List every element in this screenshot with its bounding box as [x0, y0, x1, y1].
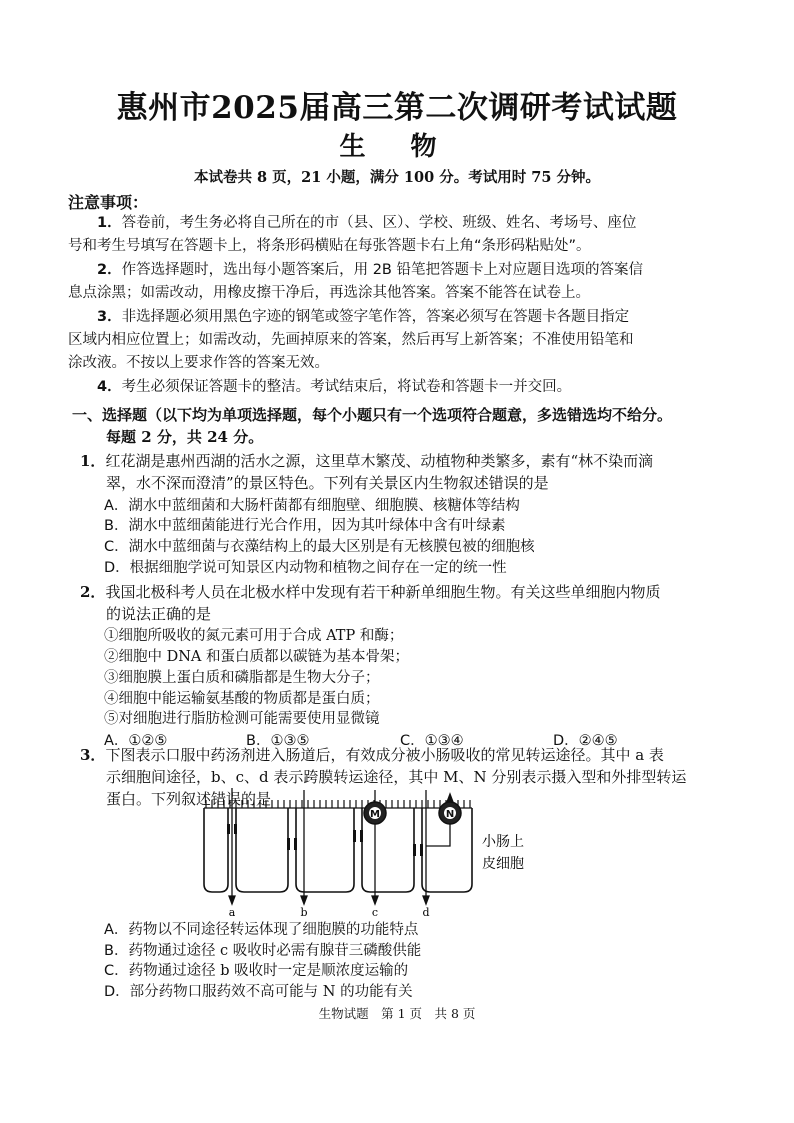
- pathway-d-label: d: [422, 906, 430, 918]
- option-letter: A．: [104, 498, 129, 514]
- question-1: [80, 450, 740, 494]
- svg-text:N: N: [445, 809, 455, 820]
- cell-label: 皮细胞: [482, 856, 524, 872]
- q1-option-c[interactable]: [104, 537, 535, 557]
- notice-text: 考生必须保证答题卡的整洁。考试结束后，将试卷和答题卡一并交回。: [121, 379, 572, 395]
- notice-text: 涂改液。不按以上要求作答的答案无效。: [68, 355, 329, 371]
- q2-statement-1: ①细胞所吸收的氮元素可用于合成 ATP 和酶；: [104, 628, 404, 644]
- epithelial-cells: [204, 808, 472, 892]
- option-letter: A．: [104, 922, 129, 938]
- question-2: [80, 581, 740, 625]
- notice-item-1: [68, 212, 734, 258]
- exam-title: 惠州市2025届高三第二次调研考试试题: [116, 90, 678, 126]
- intestinal-transport-diagram: [200, 786, 560, 918]
- question-stem: 翠，水不深而澄清”的景区特色。下列有关景区内生物叙述错误的是: [106, 474, 549, 492]
- option-letter: B．: [104, 943, 129, 959]
- notice-text: 号和考生号填写在答题卡上，将条形码横贴在每张答题卡右上角“条形码粘贴处”。: [68, 238, 591, 254]
- q1-option-d[interactable]: [104, 558, 507, 578]
- option-letter: C．: [104, 963, 129, 979]
- option-text: ①③④: [424, 733, 464, 749]
- option-letter: D．: [104, 984, 130, 1000]
- q2-statement-3: ③细胞膜上蛋白质和磷脂都是生物大分子；: [104, 670, 380, 686]
- q2-statement-2: ②细胞中 DNA 和蛋白质都以碳链为基本骨架；: [104, 649, 410, 665]
- q2-statement-4: ④细胞中能运输氨基酸的物质都是蛋白质；: [104, 691, 380, 707]
- question-number: 2．: [80, 583, 106, 601]
- option-text: ①③⑤: [270, 733, 310, 749]
- pathway-b-label: b: [300, 906, 308, 918]
- notice-num: 3．: [97, 309, 122, 325]
- page-footer: 生物试题 第 1 页 共 8 页: [318, 1006, 476, 1021]
- option-letter: D．: [553, 733, 579, 749]
- option-text: 根据细胞学说可知景区内动物和植物之间存在一定的统一性: [129, 560, 507, 576]
- section-heading: [72, 404, 742, 448]
- section-line: 每题 2 分，共 24 分。: [106, 428, 264, 446]
- pathway-c-label: c: [371, 906, 379, 918]
- notice-num: 1．: [97, 215, 122, 231]
- notice-text: 答卷前，考生务必将自己所在的市（县、区）、学校、班级、姓名、考场号、座位: [121, 215, 637, 231]
- option-letter: A．: [104, 733, 129, 749]
- option-text: 药物通过途径 c 吸收时必需有腺苷三磷酸供能: [128, 943, 422, 959]
- option-text: 药物通过途径 b 吸收时一定是顺浓度运输的: [128, 963, 409, 979]
- subject-heading: 生 物: [339, 132, 455, 162]
- pathway-a-label: a: [228, 906, 236, 918]
- option-text: ②④⑤: [578, 733, 618, 749]
- option-letter: B．: [104, 518, 129, 534]
- question-stem: 红花湖是惠州西湖的活水之源，这里草木繁茂、动植物种类繁多，素有“林不染而滴: [105, 452, 654, 470]
- question-stem: 蛋白。下列叙述错误的是: [106, 790, 272, 808]
- q3-option-d[interactable]: [104, 982, 413, 1002]
- option-text: ①②⑤: [128, 733, 168, 749]
- notice-text: 非选择题必须用黑色字迹的钢笔或签字笔作答，答案必须写在答题卡各题目指定: [121, 309, 630, 325]
- option-text: 部分药物口服药效不高可能与 N 的功能有关: [129, 984, 413, 1000]
- option-letter: C．: [104, 539, 129, 555]
- option-letter: C．: [400, 733, 425, 749]
- q3-option-b[interactable]: [104, 941, 421, 961]
- question-stem: 的说法正确的是: [106, 605, 212, 623]
- notice-text: 息点涂黑；如需改动，用橡皮擦干净后，再选涂其他答案。答案不能答在试卷上。: [68, 285, 590, 301]
- question-stem: 下图表示口服中药汤剂进入肠道后，有效成分被小肠吸收的常见转运途径。其中 a 表: [105, 746, 664, 764]
- q1-option-b[interactable]: [104, 516, 505, 536]
- microvilli: [204, 800, 472, 808]
- q1-option-a[interactable]: [104, 496, 520, 516]
- q3-option-c[interactable]: [104, 961, 408, 981]
- option-text: 湖水中蓝细菌和大肠杆菌都有细胞壁、细胞膜、核糖体等结构: [128, 498, 520, 514]
- notice-num: 2．: [97, 262, 122, 278]
- question-stem: 示细胞间途径，b、c、d 表示跨膜转运途径，其中 M、N 分别表示摄入型和外排型转运: [106, 768, 687, 786]
- q2-statement-5: ⑤对细胞进行脂肪检测可能需要使用显微镜: [104, 711, 380, 727]
- cell-label: 小肠上: [482, 834, 524, 850]
- notice-item-3: [68, 306, 734, 375]
- svg-text:M: M: [370, 809, 380, 820]
- question-stem: 我国北极科考人员在北极水样中发现有若干种新单细胞生物。有关这些单细胞内物质: [105, 583, 661, 601]
- notice-heading: 注意事项：: [68, 193, 149, 212]
- option-letter: D．: [104, 560, 130, 576]
- transporter-m: [364, 802, 386, 824]
- q3-option-a[interactable]: [104, 920, 418, 940]
- transporter-n: [439, 802, 461, 824]
- option-letter: B．: [246, 733, 271, 749]
- notice-item-2: [68, 259, 734, 305]
- option-text: 湖水中蓝细菌与衣藻结构上的最大区别是有无核膜包被的细胞核: [128, 539, 535, 555]
- option-text: 药物以不同途径转运体现了细胞膜的功能特点: [128, 922, 419, 938]
- notice-text: 作答选择题时，选出每小题答案后，用 2B 铅笔把答题卡上对应题目选项的答案信: [121, 262, 643, 278]
- question-number: 1．: [80, 452, 106, 470]
- notice-text: 区域内相应位置上；如需改动，先画掉原来的答案，然后再写上新答案；不准使用铅笔和: [68, 332, 634, 348]
- exam-meta: 本试卷共 8 页，21 小题，满分 100 分。考试用时 75 分钟。: [193, 169, 601, 186]
- section-line: 一、选择题（以下均为单项选择题，每个小题只有一个选项符合题意，多选错选均不给分。: [72, 406, 673, 424]
- notice-item-4: [68, 376, 734, 399]
- tight-junctions: [227, 824, 423, 856]
- notice-num: 4．: [97, 379, 122, 395]
- question-number: 3．: [80, 746, 106, 764]
- option-text: 湖水中蓝细菌能进行光合作用，因为其叶绿体中含有叶绿素: [128, 518, 506, 534]
